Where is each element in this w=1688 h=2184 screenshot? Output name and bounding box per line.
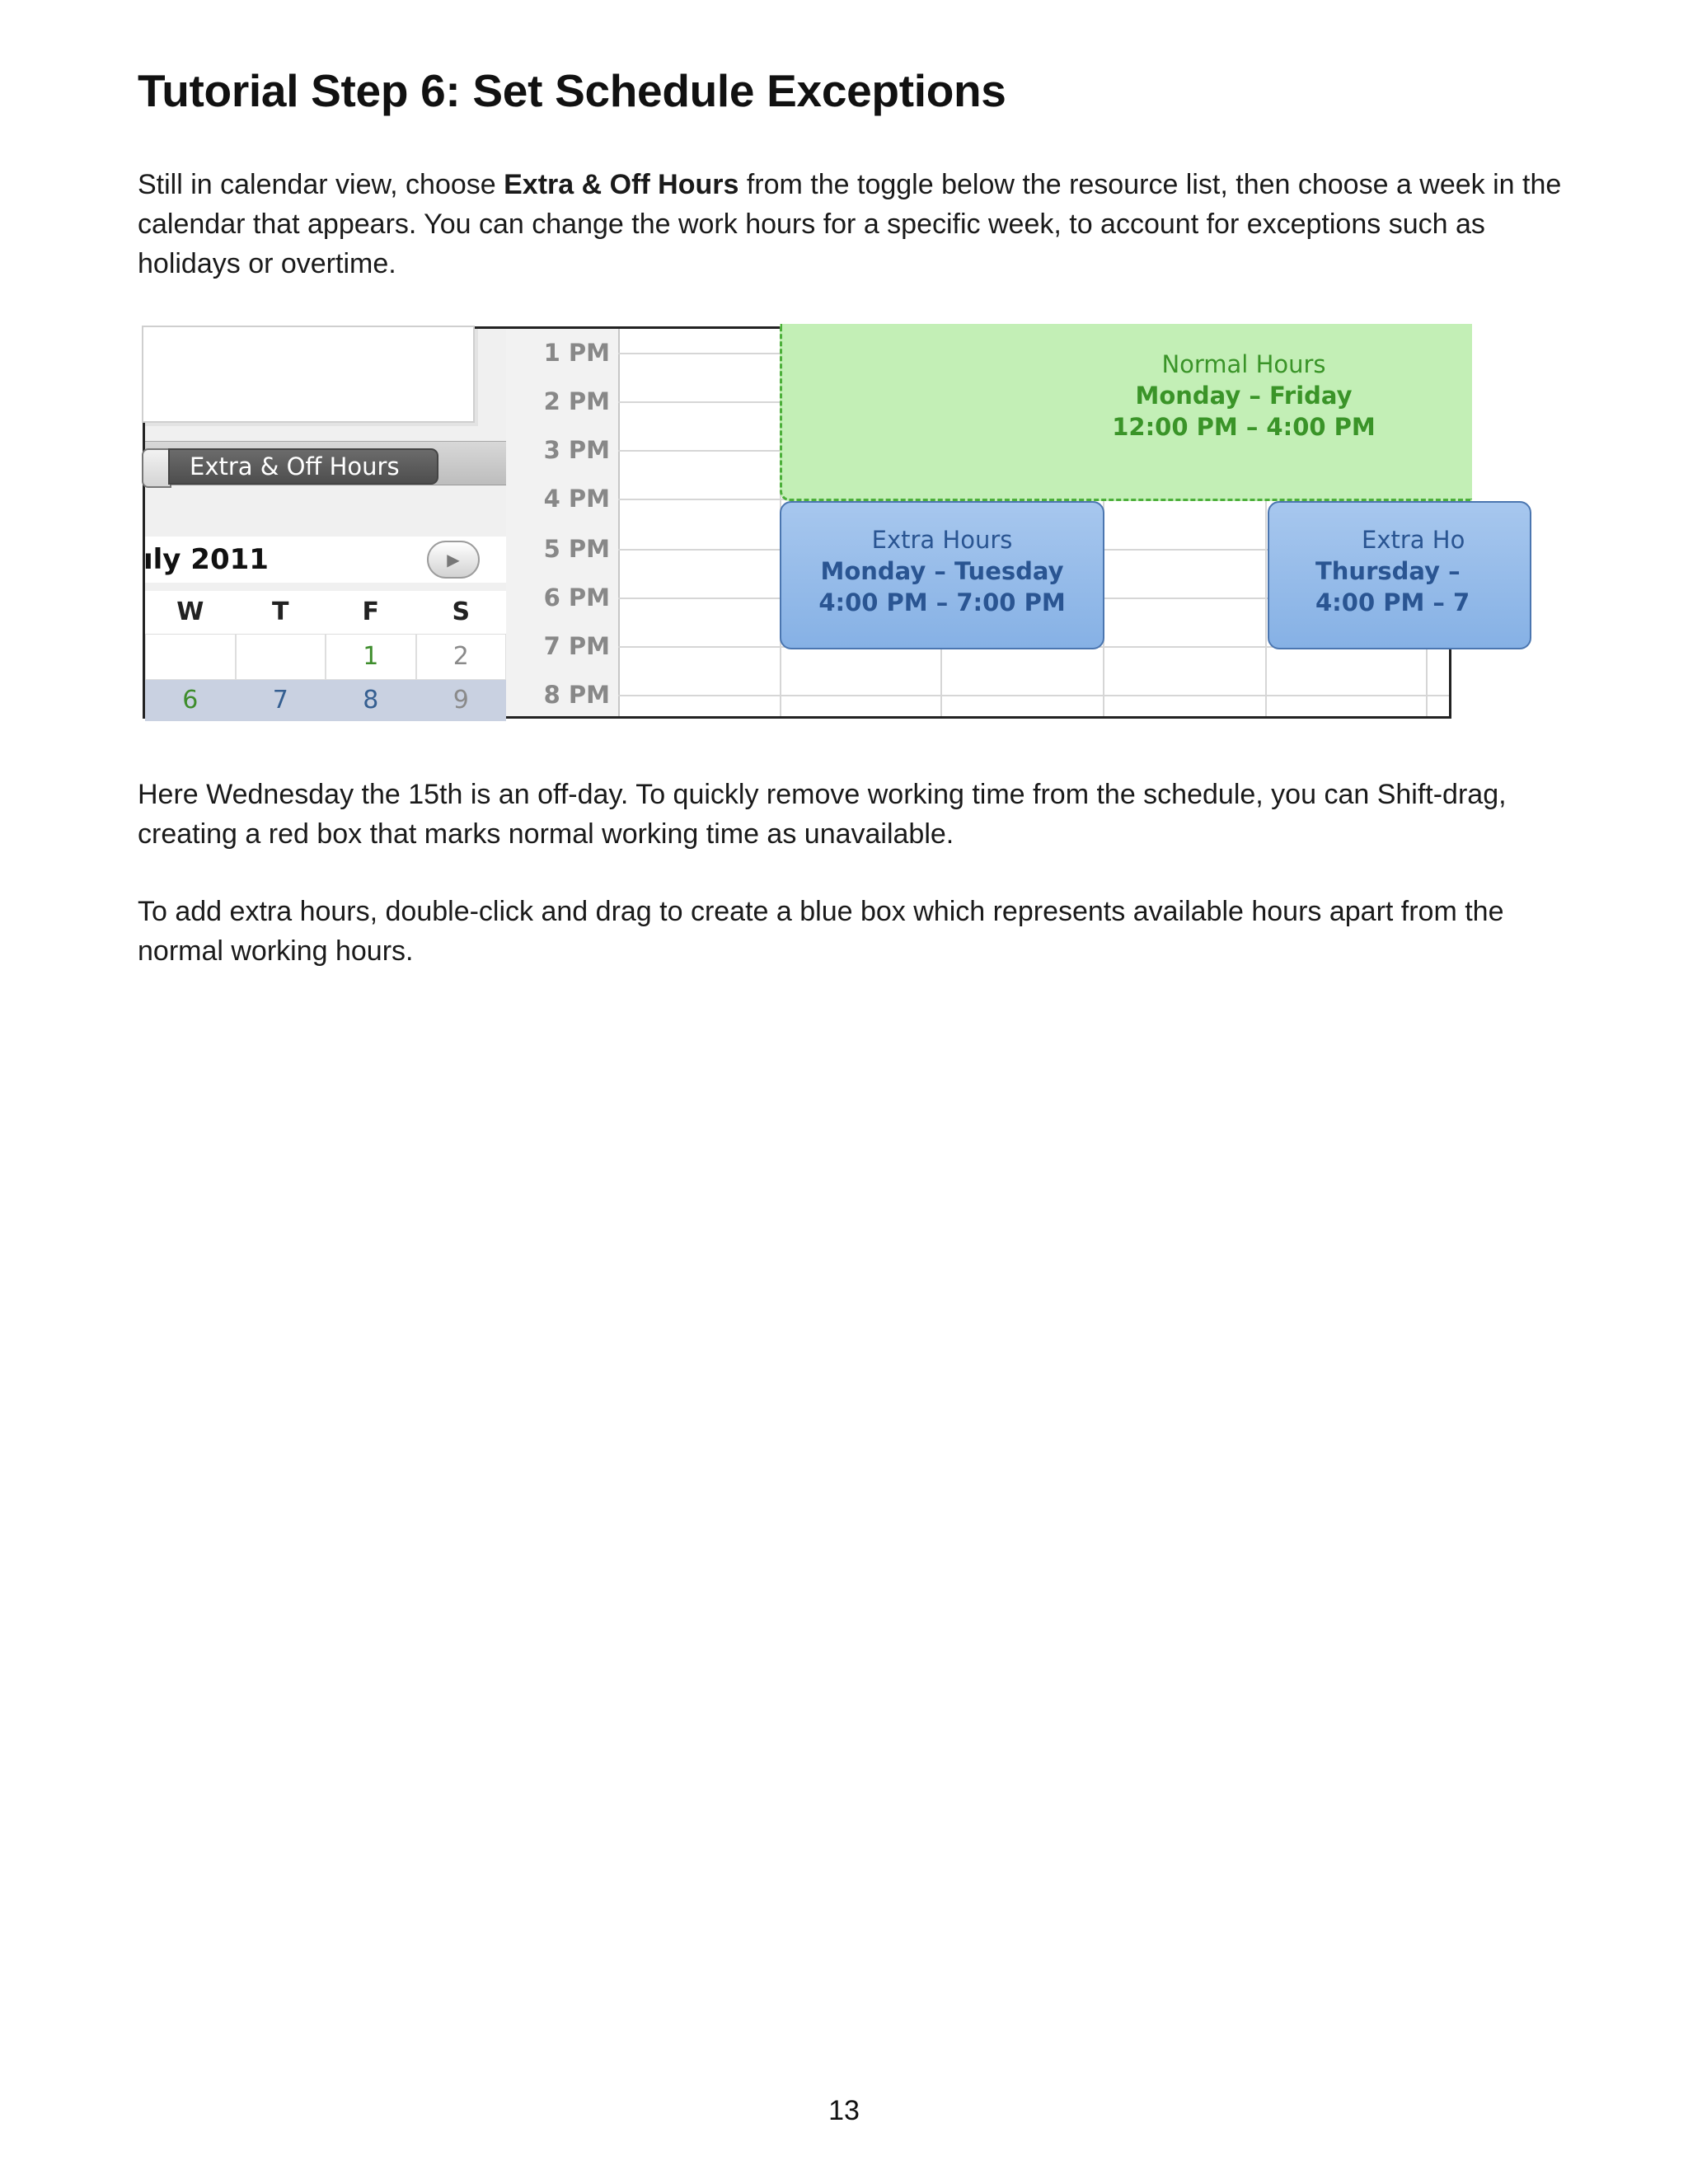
- page-number: 13: [828, 2095, 860, 2126]
- normal-hours-time: 12:00 PM – 4:00 PM: [1112, 413, 1376, 441]
- play-triangle-icon: ▶: [447, 550, 460, 569]
- intro-text-after: from the toggle below the resource list, then choose a week in the calendar that appears. You can change the work hours for a specific week, to account for exceptions such as holidays or overtime.: [138, 169, 1562, 279]
- hour-label: 7 PM: [543, 632, 610, 660]
- calendar-day[interactable]: [145, 634, 236, 680]
- extra-hours-time: 4:00 PM – 7:00 PM: [818, 588, 1066, 616]
- week-grid[interactable]: [618, 329, 1470, 716]
- next-month-button[interactable]: [427, 541, 480, 579]
- hour-label: 2 PM: [543, 387, 610, 415]
- intro-emphasis: Extra & Off Hours: [504, 169, 739, 200]
- page-title: Tutorial Step 6: Set Schedule Exceptions: [138, 65, 1006, 116]
- weekday-header: T: [272, 598, 289, 626]
- calendar-screenshot: [143, 326, 1470, 719]
- resource-panel: [145, 329, 508, 716]
- hour-label: 5 PM: [543, 535, 610, 563]
- weekday-header: F: [362, 598, 379, 626]
- hour-label: 3 PM: [543, 436, 610, 464]
- mode-toggle-bar: [145, 441, 506, 485]
- mini-calendar-header: [145, 537, 506, 583]
- hour-label: 1 PM: [543, 339, 610, 367]
- toggle-segment-left[interactable]: [142, 448, 171, 488]
- extra-hours-days: Thursday –: [1315, 557, 1461, 585]
- extra-hours-title: Extra Hours: [871, 526, 1013, 554]
- extra-hours-paragraph: To add extra hours, double-click and drag to create a blue box which represents available hours apart from the normal working hours.: [138, 896, 1504, 967]
- hour-label: 6 PM: [543, 583, 610, 612]
- calendar-week-row[interactable]: [145, 634, 506, 680]
- calendar-day[interactable]: 2: [416, 634, 507, 680]
- extra-hours-title: Extra Ho: [1362, 526, 1465, 554]
- calendar-week-row-selected[interactable]: [145, 680, 506, 721]
- calendar-day[interactable]: 9: [452, 686, 469, 715]
- normal-hours-block[interactable]: [780, 324, 1472, 501]
- extra-hours-time: 4:00 PM – 7: [1315, 588, 1470, 616]
- calendar-day[interactable]: 6: [182, 686, 199, 715]
- normal-hours-days: Monday – Friday: [1135, 382, 1353, 410]
- resource-list: [142, 326, 475, 423]
- intro-paragraph: [138, 165, 1572, 284]
- normal-hours-title: Normal Hours: [1161, 350, 1326, 378]
- weekday-header: S: [452, 598, 471, 626]
- offday-paragraph: Here Wednesday the 15th is an off-day. To quickly remove working time from the schedule, you can Shift-drag, creating a red box that marks normal working time as unavailable.: [138, 779, 1507, 850]
- calendar-day[interactable]: 8: [363, 686, 379, 715]
- extra-hours-block[interactable]: [1268, 501, 1531, 649]
- hour-label: 8 PM: [543, 681, 610, 709]
- grid-line: [618, 695, 1449, 696]
- extra-hours-days: Monday – Tuesday: [820, 557, 1064, 585]
- intro-text-before: Still in calendar view, choose: [138, 169, 504, 200]
- calendar-day[interactable]: 7: [272, 686, 288, 715]
- extra-off-hours-toggle[interactable]: Extra & Off Hours: [168, 448, 438, 485]
- calendar-day[interactable]: [236, 634, 326, 680]
- calendar-day[interactable]: 1: [326, 634, 416, 680]
- month-label: ıly 2011: [143, 543, 269, 576]
- hour-label: 4 PM: [543, 485, 610, 513]
- time-axis: [506, 329, 620, 716]
- extra-hours-block[interactable]: [780, 501, 1104, 649]
- weekday-header-row: [145, 591, 506, 634]
- weekday-header: W: [176, 598, 204, 626]
